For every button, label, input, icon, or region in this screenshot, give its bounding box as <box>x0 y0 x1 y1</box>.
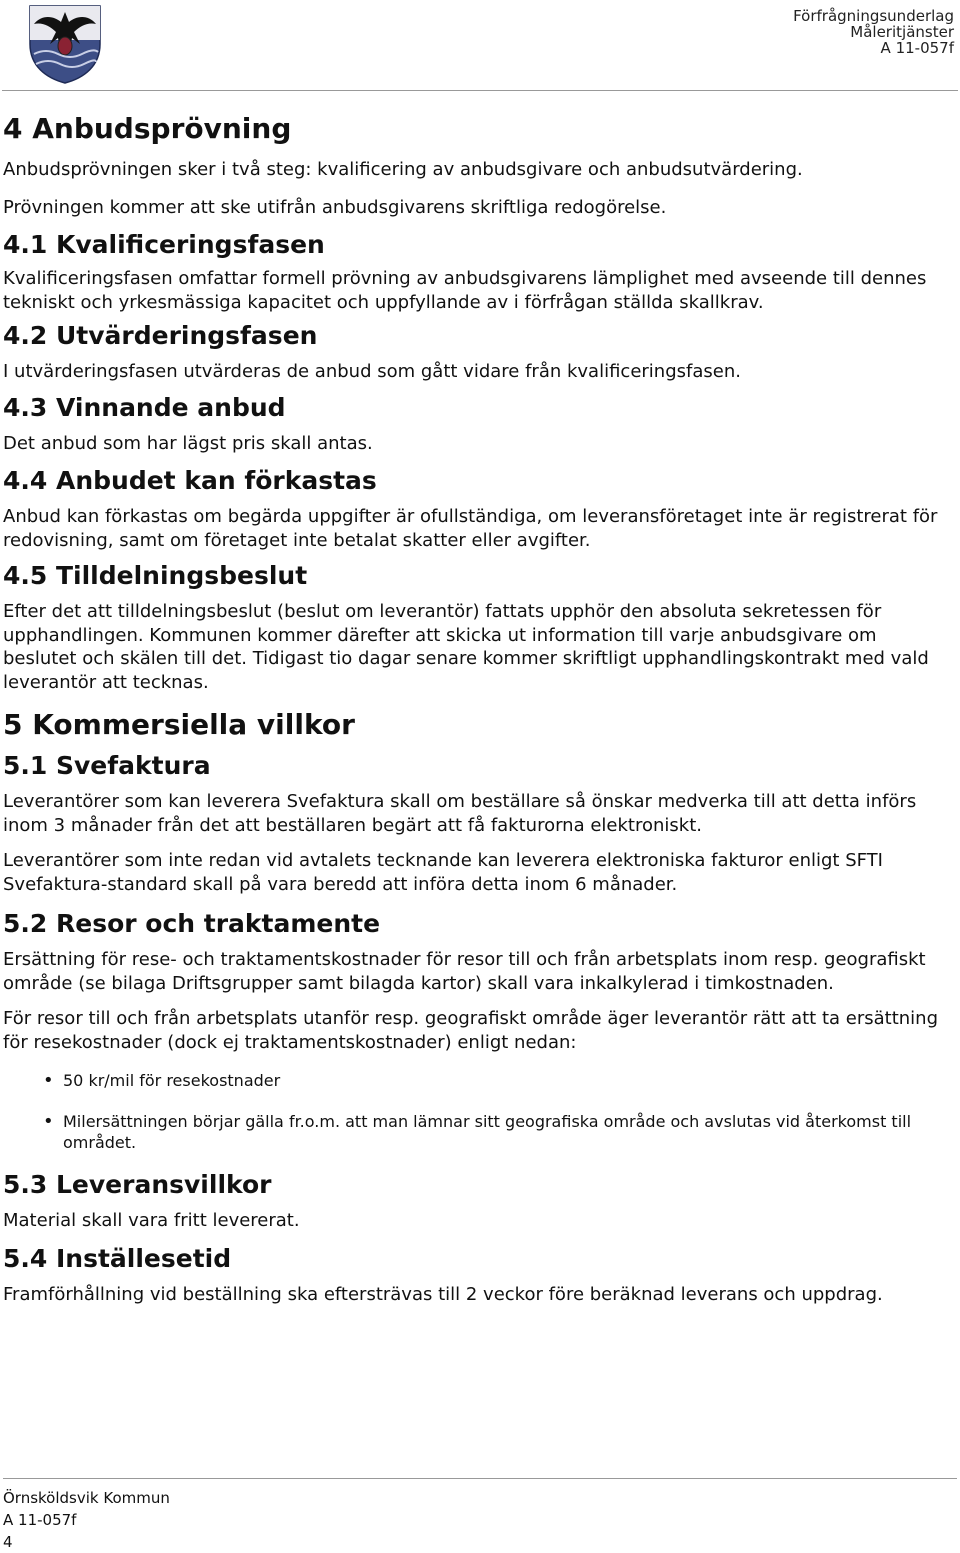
paragraph-4-1-body: Kvalificeringsfasen omfattar formell prövning av anbudsgivarens lämplighet med avseende till dennes tekniskt och yrkesmässiga kapacitet och uppfyllande av i förfrågan ställda skallkrav. <box>3 268 927 313</box>
list-item: • 50 kr/mil för resekostnader <box>3 1070 953 1091</box>
footer-reference: A 11-057f <box>3 1511 77 1529</box>
heading-5-1: 5.1 Svefaktura <box>3 751 211 780</box>
meta-doc-type: Förfrågningsunderlag <box>793 7 954 25</box>
heading-4-2: 4.2 Utvärderingsfasen <box>3 321 318 350</box>
paragraph-4-2: Prövningen kommer att ske utifrån anbudsgivarens skriftliga redogörelse. <box>3 196 667 218</box>
document-body <box>3 112 953 1306</box>
heading-4: 4 Anbudsprövning <box>3 112 292 145</box>
document-meta <box>793 8 954 56</box>
paragraph-4-3-body: Det anbud som har lägst pris skall antas. <box>3 432 373 454</box>
heading-5-4: 5.4 Inställesetid <box>3 1243 232 1273</box>
paragraph-4-2-body: I utvärderingsfasen utvärderas de anbud som gått vidare från kvalificeringsfasen. <box>3 361 741 382</box>
meta-reference: A 11-057f <box>880 39 954 57</box>
paragraph-5-4-body: Framförhållning vid beställning ska eftersträvas till 2 veckor före beräknad leverans och uppdrag. <box>3 1283 883 1305</box>
heading-5: 5 Kommersiella villkor <box>3 708 355 741</box>
paragraph-4-4-body: Anbud kan förkastas om begärda uppgifter är ofullständiga, om leveransföretaget inte är registrerat för redovisning, samt om företaget inte betalat skatter eller avgifter. <box>3 506 938 551</box>
page-footer <box>3 1478 957 1553</box>
paragraph-4-5-body: Efter det att tilldelningsbeslut (beslut om leverantör) fattats upphör den absoluta sekretessen för upphandlingen. Kommunen kommer därefter att skicka ut information till varje anbudsgivare om beslutet och skälen till det. Tidigast tio dagar senare kommer skriftligt upphandlingskontrakt med vald leverantör att tecknas. <box>3 601 929 693</box>
coat-of-arms-logo <box>28 4 102 84</box>
meta-service: Måleritjänster <box>850 23 954 41</box>
header-divider <box>2 90 958 91</box>
paragraph-5-1-b: Leverantörer som inte redan vid avtalets tecknande kan leverera elektroniska fakturor enligt SFTI Svefaktura-standard skall på vara beredd att införa detta inom 6 månader. <box>3 850 883 895</box>
heading-5-3: 5.3 Leveransvillkor <box>3 1170 272 1199</box>
paragraph-5-3-body: Material skall vara fritt levererat. <box>3 1210 300 1231</box>
heading-4-1: 4.1 Kvalificeringsfasen <box>3 230 325 259</box>
paragraph-4-1: Anbudsprövningen sker i två steg: kvalificering av anbudsgivare och anbudsutvärdering. <box>3 159 803 180</box>
footer-page-number: 4 <box>3 1533 13 1551</box>
heading-4-3: 4.3 Vinnande anbud <box>3 392 286 422</box>
heading-4-5: 4.5 Tilldelningsbeslut <box>3 561 308 590</box>
paragraph-5-1-a: Leverantörer som kan leverera Svefaktura skall om beställare så önskar medverka till att detta införs inom 3 månader från det att beställaren begärt att få fakturorna elektroniskt. <box>3 791 917 836</box>
page-header <box>0 0 960 92</box>
heading-4-4: 4.4 Anbudet kan förkastas <box>3 466 377 495</box>
travel-compensation-list <box>3 1070 953 1153</box>
paragraph-5-2-b: För resor till och från arbetsplats utanför resp. geografiskt område äger leverantör rätt att ta ersättning för resekostnader (dock ej traktamentskostnader) enligt nedan: <box>3 1008 938 1053</box>
heading-5-2: 5.2 Resor och traktamente <box>3 909 381 938</box>
list-item: • Milersättningen börjar gälla fr.o.m. att man lämnar sitt geografiska område och avslutas vid återkomst till området. <box>3 1111 953 1153</box>
paragraph-5-2-a: Ersättning för rese- och traktamentskostnader för resor till och från arbetsplats inom resp. geografiskt område (se bilaga Driftsgrupper samt bilagda kartor) skall vara inkalkylerad i timkostnaden. <box>3 949 926 994</box>
footer-organization: Örnsköldsvik Kommun <box>3 1489 170 1507</box>
footer-divider <box>3 1478 957 1479</box>
